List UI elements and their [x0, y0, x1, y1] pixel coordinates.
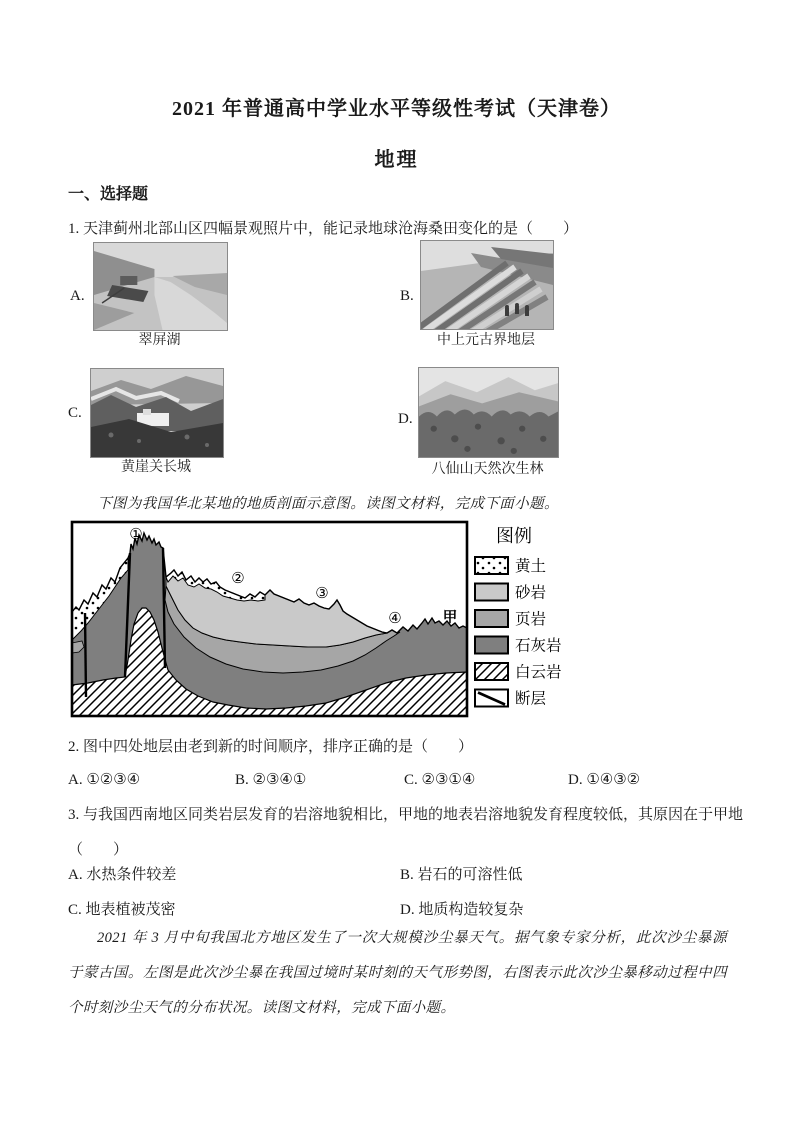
q2-option-d-text: ①④③②	[586, 772, 641, 788]
legend-swatch-limestone	[475, 637, 508, 654]
q1-option-d-caption: 八仙山天然次生林	[431, 462, 544, 477]
q1-option-b-letter[interactable]: B.	[400, 288, 414, 304]
legend-swatch-shale	[475, 610, 508, 627]
great-wall-photo-sketch	[91, 369, 223, 457]
fault-line-left	[85, 613, 86, 697]
question-1-stem: 1. 天津蓟州北部山区四幅景观照片中，能记录地球沧海桑田变化的是（ ）	[68, 221, 579, 237]
q2-option-a-letter: A.	[68, 772, 83, 788]
lake-photo-sketch	[94, 243, 227, 330]
photo-huangyaguan-wall	[90, 368, 224, 458]
area-label-jia: 甲	[442, 610, 458, 626]
q2-option-b[interactable]	[235, 770, 306, 789]
legend-label-loess: 黄土	[515, 558, 547, 575]
q3-option-b-letter: B.	[400, 867, 414, 883]
q3-option-d-text: 地质构造较复杂	[418, 902, 524, 918]
q1-option-b-caption: 中上元古界地层	[437, 333, 535, 348]
legend-swatch-loess	[475, 557, 508, 574]
material-geology-intro: 下图为我国华北某地的地质剖面示意图。读图文材料，完成下面小题。	[97, 496, 559, 512]
legend-label-sandstone: 砂岩	[515, 584, 547, 602]
stratum-label-2: ②	[231, 571, 245, 587]
q1-option-a-caption: 翠屏湖	[138, 333, 181, 348]
photo-proterozoic-strata	[420, 240, 554, 330]
question-2-stem: 2. 图中四处地层由老到新的时间顺序，排序正确的是（ ）	[68, 739, 474, 755]
q3-option-b-text: 岩石的可溶性低	[417, 867, 523, 883]
q2-option-c-text: ②③①④	[421, 772, 476, 788]
q2-option-a-text: ①②③④	[86, 772, 141, 788]
stratum-label-3: ③	[315, 586, 329, 602]
q2-option-a[interactable]	[68, 770, 140, 789]
stratum-label-1: ①	[129, 527, 143, 543]
q1-option-c-letter[interactable]: C.	[68, 405, 82, 421]
q3-option-d[interactable]	[400, 898, 523, 919]
q2-option-d[interactable]	[568, 770, 640, 789]
section-heading: 一、选择题	[68, 186, 149, 203]
legend-label-limestone: 石灰岩	[515, 637, 562, 655]
legend-swatch-dolomite	[475, 663, 508, 680]
legend-label-shale: 页岩	[515, 611, 547, 628]
q3-option-d-letter: D.	[400, 902, 415, 918]
legend-label-fault: 断层	[515, 690, 547, 708]
forest-photo-sketch	[419, 368, 558, 457]
question-3-stem-parens: （ ）	[68, 842, 129, 858]
stratum-label-4: ④	[388, 611, 402, 627]
legend-label-dolomite: 白云岩	[515, 664, 562, 681]
legend	[475, 526, 562, 708]
q1-option-a-letter[interactable]: A.	[70, 288, 85, 304]
q3-option-b[interactable]	[400, 863, 523, 884]
page-title: 2021 年普通高中学业水平等级性考试（天津卷）	[172, 98, 621, 120]
q3-option-c[interactable]	[68, 898, 176, 919]
photo-cuiping-lake	[93, 242, 228, 331]
question-3-stem: 3. 与我国西南地区同类岩层发育的岩溶地貌相比，甲地的地表岩溶地貌发育程度较低，其原因在于甲地	[68, 807, 744, 823]
q3-option-c-letter: C.	[68, 902, 82, 918]
q1-option-c-caption: 黄崖关长城	[121, 460, 191, 475]
geology-cross-section	[68, 520, 745, 720]
q2-option-d-letter: D.	[568, 772, 583, 788]
material-sandstorm-intro: 2021 年 3 月中旬我国北方地区发生了一次大规模沙尘暴天气。据气象专家分析，此次沙尘暴源于蒙古国。左图是此次沙尘暴在我国过境时某时刻的天气形势图，右图表示此次沙尘暴移动过程中四个时刻沙尘天气的分布状况。读图文材料，完成下面小题。	[68, 930, 727, 1016]
q3-option-c-text: 地表植被茂密	[85, 902, 176, 918]
q2-option-b-letter: B.	[235, 772, 249, 788]
q1-option-d-letter[interactable]: D.	[398, 411, 413, 427]
q3-option-a[interactable]	[68, 863, 176, 884]
strata-photo-sketch	[421, 241, 553, 329]
q2-option-b-text: ②③④①	[252, 772, 307, 788]
q2-option-c-letter: C.	[404, 772, 418, 788]
photo-baxianshan-forest	[418, 367, 559, 458]
legend-swatch-sandstone	[475, 584, 508, 601]
q3-option-a-letter: A.	[68, 867, 83, 883]
geology-figure	[68, 520, 745, 720]
legend-title: 图例	[496, 526, 532, 546]
subject-title: 地理	[374, 149, 419, 171]
q3-option-a-text: 水热条件较差	[86, 867, 177, 883]
q2-option-c[interactable]	[404, 770, 475, 789]
